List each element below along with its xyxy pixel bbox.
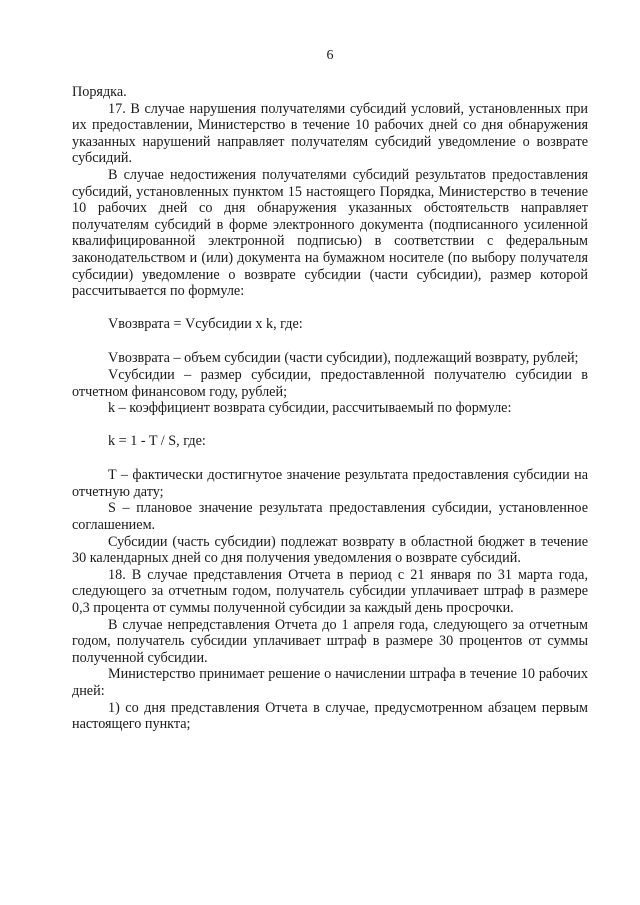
formula-k: k = 1 - T / S, где: xyxy=(108,432,206,449)
definition-v-refund: Vвозврата – объем субсидии (части субсидии), подлежащий возврату, рублей; xyxy=(108,350,579,367)
definition-t: T – фактически достигнутое значение результата предоставления субсидии на отчетную дату; xyxy=(72,467,588,500)
definition-k: k – коэффициент возврата субсидии, рассчитываемый по формуле: xyxy=(108,400,512,417)
formula-refund-volume: Vвозврата = Vсубсидии x k, где: xyxy=(108,315,303,332)
page-number: 6 xyxy=(326,48,334,63)
paragraph-refund-term: Субсидии (часть субсидии) подлежат возврату в областной бюджет в течение 30 календарных дней со дня получения уведомления о возврате субсидий. xyxy=(72,533,588,567)
paragraph-non-submission: В случае непредставления Отчета до 1 апреля года, следующего за отчетным годом, получатель субсидии уплачивает штраф в размере 30 процентов от суммы полученной субсидии. xyxy=(72,616,588,666)
paragraph-continuation: Порядка. xyxy=(72,84,127,100)
definition-v-subsidy: Vсубсидии – размер субсидии, предоставленной получателю субсидии в отчетном финансовом году, рублей; xyxy=(72,366,588,400)
paragraph-item-18: 18. В случае представления Отчета в период с 21 января по 31 марта года, следующего за отчетным годом, получатель субсидии уплачивает штраф в размере 0,3 процента от суммы полученной субсидии за каждый день просрочки. xyxy=(72,566,588,617)
paragraph-penalty-decision: Министерство принимает решение о начислении штрафа в течение 10 рабочих дней: xyxy=(72,666,588,699)
definition-s: S – плановое значение результата предоставления субсидии, установленное соглашением. xyxy=(72,500,588,534)
paragraph-item-17: 17. В случае нарушения получателями субсидий условий, установленных при их предоставлении, Министерство в течение 10 рабочих дней со дня обнаружения указанных нарушений направляет получателям субсидий уведомление о возврате субсидий. xyxy=(72,100,588,167)
document-body xyxy=(72,84,588,733)
paragraph-subitem-1: 1) со дня представления Отчета в случае, предусмотренном абзацем первым настоящего пункта; xyxy=(72,699,588,733)
paragraph-non-achievement: В случае недостижения получателями субсидий результатов предоставления субсидий, установленных пунктом 15 настоящего Порядка, Министерство в течение 10 рабочих дней со дня обнаружения указанных обстоятельств направляет получателям субсидий в форме электронного документа (подписанного усиленной квалифицированной электронной подписью) в соответствии с федеральным законодательством и (или) документа на бумажном носителе (по выбору получателя субсидии) уведомление о возврате субсидии (части субсидии), размер которой рассчитывается по формуле: xyxy=(72,166,588,300)
